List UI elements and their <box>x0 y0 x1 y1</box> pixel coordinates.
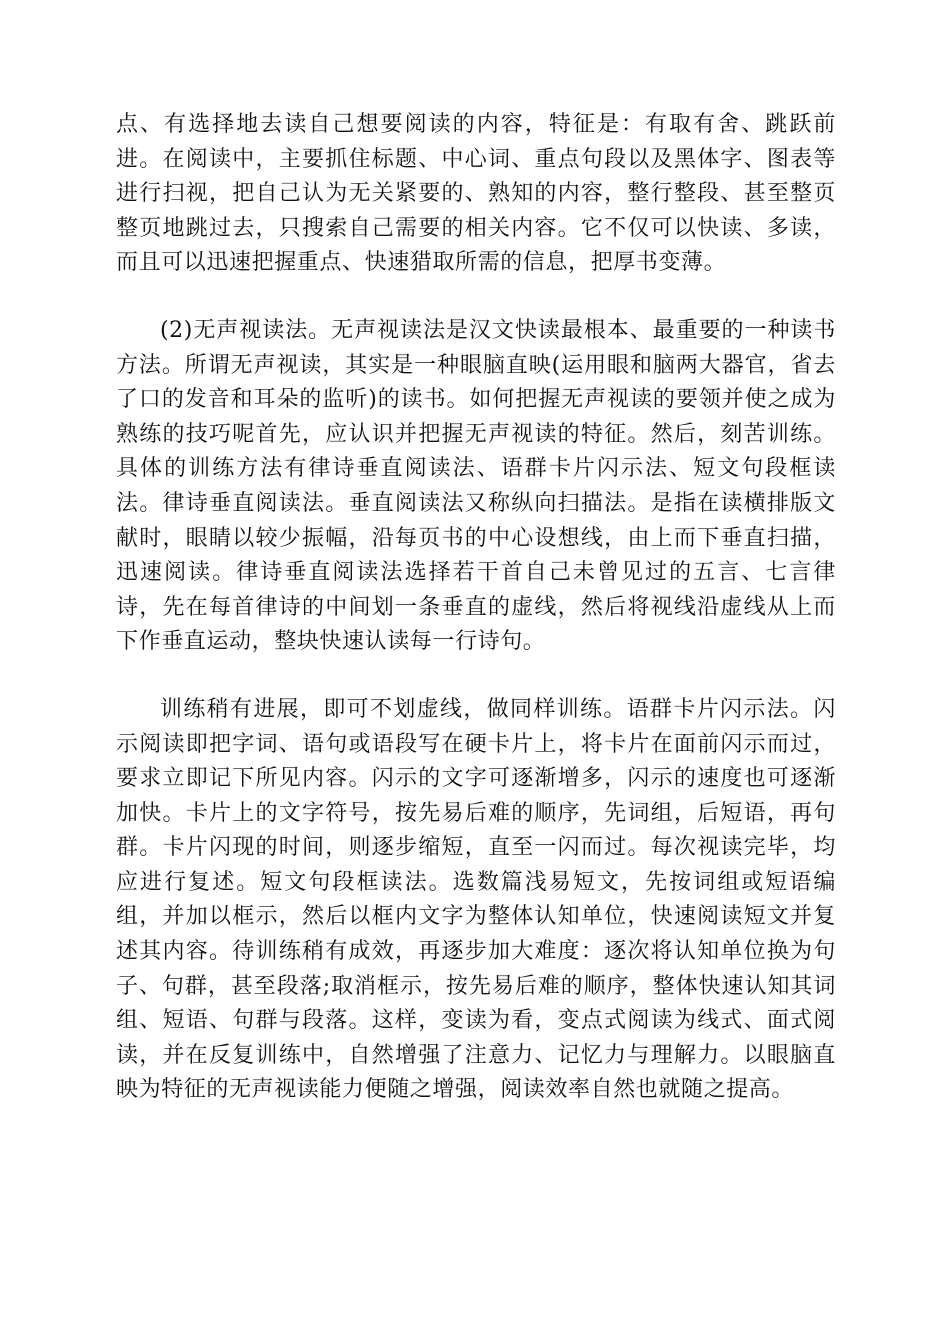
paragraph-silent-reading-method: (2)无声视读法。无声视读法是汉文快读最根本、最重要的一种读书方法。所谓无声视读，其实是一种眼脑直映(运用眼和脑两大器官，省去了口的发音和耳朵的监听)的读书。如何把握无声视读的要领并使之成为熟练的技巧呢首先，应认识并把握无声视读的特征。然后，刻苦训练。具体的训练方法有律诗垂直阅读法、语群卡片闪示法、短文句段框读法。律诗垂直阅读法。垂直阅读法又称纵向扫描法。是指在读横排版文献时，眼睛以较少振幅，沿每页书的中心设想线，由上而下垂直扫描，迅速阅读。律诗垂直阅读法选择若干首自己未曾见过的五言、七言律诗，先在每首律诗的中间划一条垂直的虚线，然后将视线沿虚线从上而下作垂直运动，整块快速认读每一行诗句。 <box>116 317 836 655</box>
paragraph-skimming-continued: 点、有选择地去读自己想要阅读的内容，特征是：有取有舍、跳跃前进。在阅读中，主要抓住标题、中心词、重点句段以及黑体字、图表等进行扫视，把自己认为无关紧要的、熟知的内容，整行整段、甚至整页整页地跳过去，只搜索自己需要的相关内容。它不仅可以快读、多读，而且可以迅速把握重点、快速猎取所需的信息，把厚书变薄。 <box>116 112 836 276</box>
paragraph-training-progress: 训练稍有进展，即可不划虚线，做同样训练。语群卡片闪示法。闪示阅读即把字词、语句或语段写在硬卡片上，将卡片在面前闪示而过，要求立即记下所见内容。闪示的文字可逐渐增多，闪示的速度也可逐渐加快。卡片上的文字符号，按先易后难的顺序，先词组，后短语，再句群。卡片闪现的时间，则逐步缩短，直至一闪而过。每次视读完毕，均应进行复述。短文句段框读法。选数篇浅易短文，先按词组或短语编组，并加以框示，然后以框内文字为整体认知单位，快速阅读短文并复述其内容。待训练稍有成效，再逐步加大难度：逐次将认知单位换为句子、句群，甚至段落;取消框示，按先易后难的顺序，整体快速认知其词组、短语、句群与段落。这样，变读为看，变点式阅读为线式、面式阅读，并在反复训练中，自然增强了注意力、记忆力与理解力。以眼脑直映为特征的无声视读能力便随之增强，阅读效率自然也就随之提高。 <box>116 696 836 1103</box>
document-page <box>116 108 836 1141</box>
